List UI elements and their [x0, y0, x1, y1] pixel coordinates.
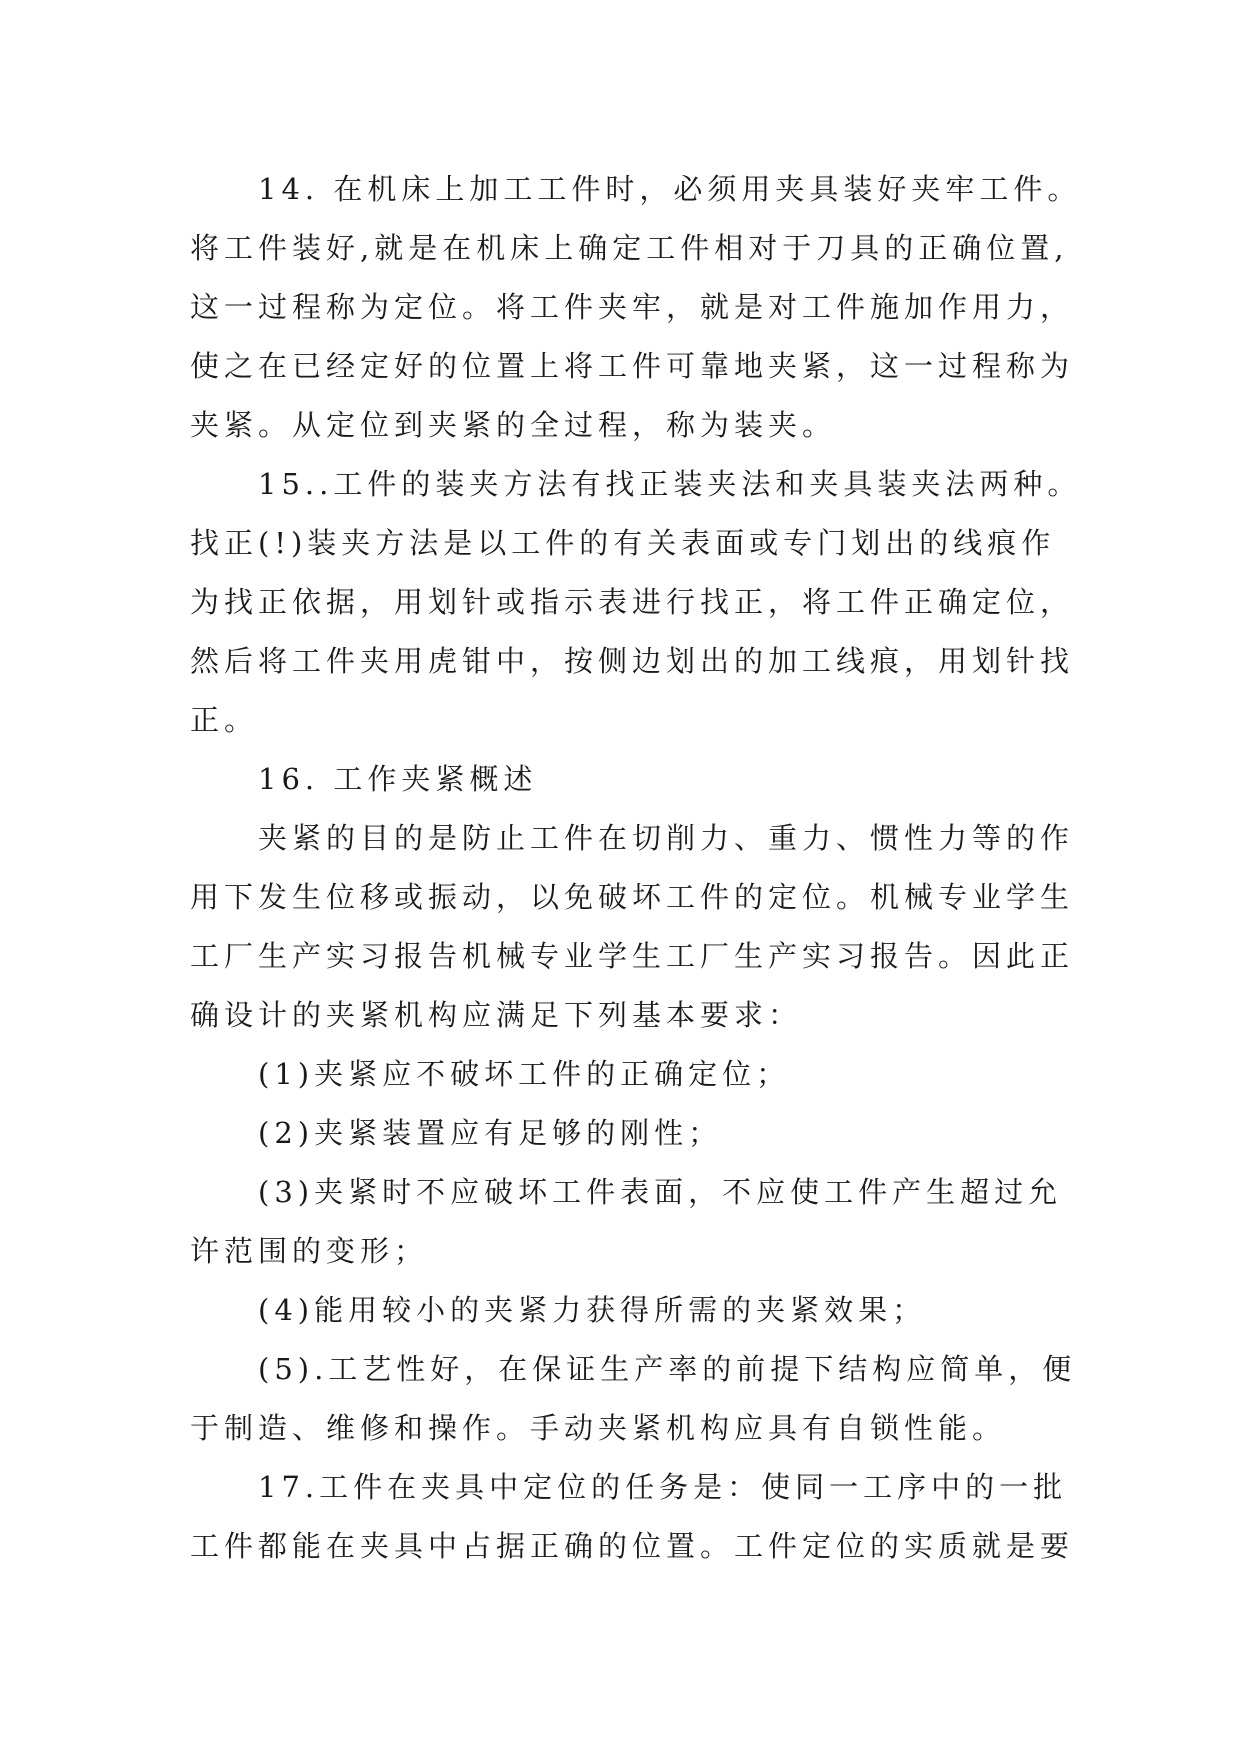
paragraph-line: 确设计的夹紧机构应满足下列基本要求：	[190, 998, 803, 1032]
paragraph-line: 14. 在机床上加工工件时，必须用夹具装好夹牢工件。	[258, 172, 1082, 206]
paragraph-line: 这一过程称为定位。将工件夹牢，就是对工件施加作用力，	[190, 290, 1075, 324]
list-item: (4)能用较小的夹紧力获得所需的夹紧效果；	[258, 1293, 927, 1327]
paragraph-line: 17.工件在夹具中定位的任务是：使同一工序中的一批	[258, 1470, 1068, 1504]
list-item: (2)夹紧装置应有足够的刚性；	[258, 1116, 723, 1150]
list-item: (3)夹紧时不应破坏工件表面，不应使工件产生超过允	[258, 1175, 1063, 1209]
list-item: (5).工艺性好，在保证生产率的前提下结构应简单，便	[258, 1352, 1077, 1386]
paragraph-line: 将工件装好,就是在机床上确定工件相对于刀具的正确位置,	[190, 231, 1069, 265]
paragraph-line: 夹紧。从定位到夹紧的全过程，称为装夹。	[190, 408, 837, 442]
list-item: (1)夹紧应不破坏工件的正确定位；	[258, 1057, 791, 1091]
paragraph-line: 15..工件的装夹方法有找正装夹法和夹具装夹法两种。	[258, 467, 1082, 501]
paragraph-line: 夹紧的目的是防止工件在切削力、重力、惯性力等的作	[258, 821, 1075, 855]
document-body	[190, 160, 1100, 1576]
paragraph-line: 工厂生产实习报告机械专业学生工厂生产实习报告。因此正	[190, 939, 1075, 973]
paragraph-line: 正。	[190, 703, 259, 737]
section-heading: 16. 工作夹紧概述	[258, 762, 538, 796]
paragraph-line: 然后将工件夹用虎钳中，按侧边划出的加工线痕，用划针找	[190, 644, 1075, 678]
paragraph-line: 用下发生位移或振动，以免破坏工件的定位。机械专业学生	[190, 880, 1075, 914]
paragraph-line: 找正(!)装夹方法是以工件的有关表面或专门划出的线痕作	[190, 526, 1056, 560]
paragraph-line: 为找正依据，用划针或指示表进行找正，将工件正确定位，	[190, 585, 1075, 619]
list-item-continuation: 于制造、维修和操作。手动夹紧机构应具有自锁性能。	[190, 1411, 1007, 1445]
paragraph-line: 工件都能在夹具中占据正确的位置。工件定位的实质就是要	[190, 1529, 1075, 1563]
paragraph-line: 使之在已经定好的位置上将工件可靠地夹紧，这一过程称为	[190, 349, 1075, 383]
list-item-continuation: 许范围的变形；	[190, 1234, 429, 1268]
